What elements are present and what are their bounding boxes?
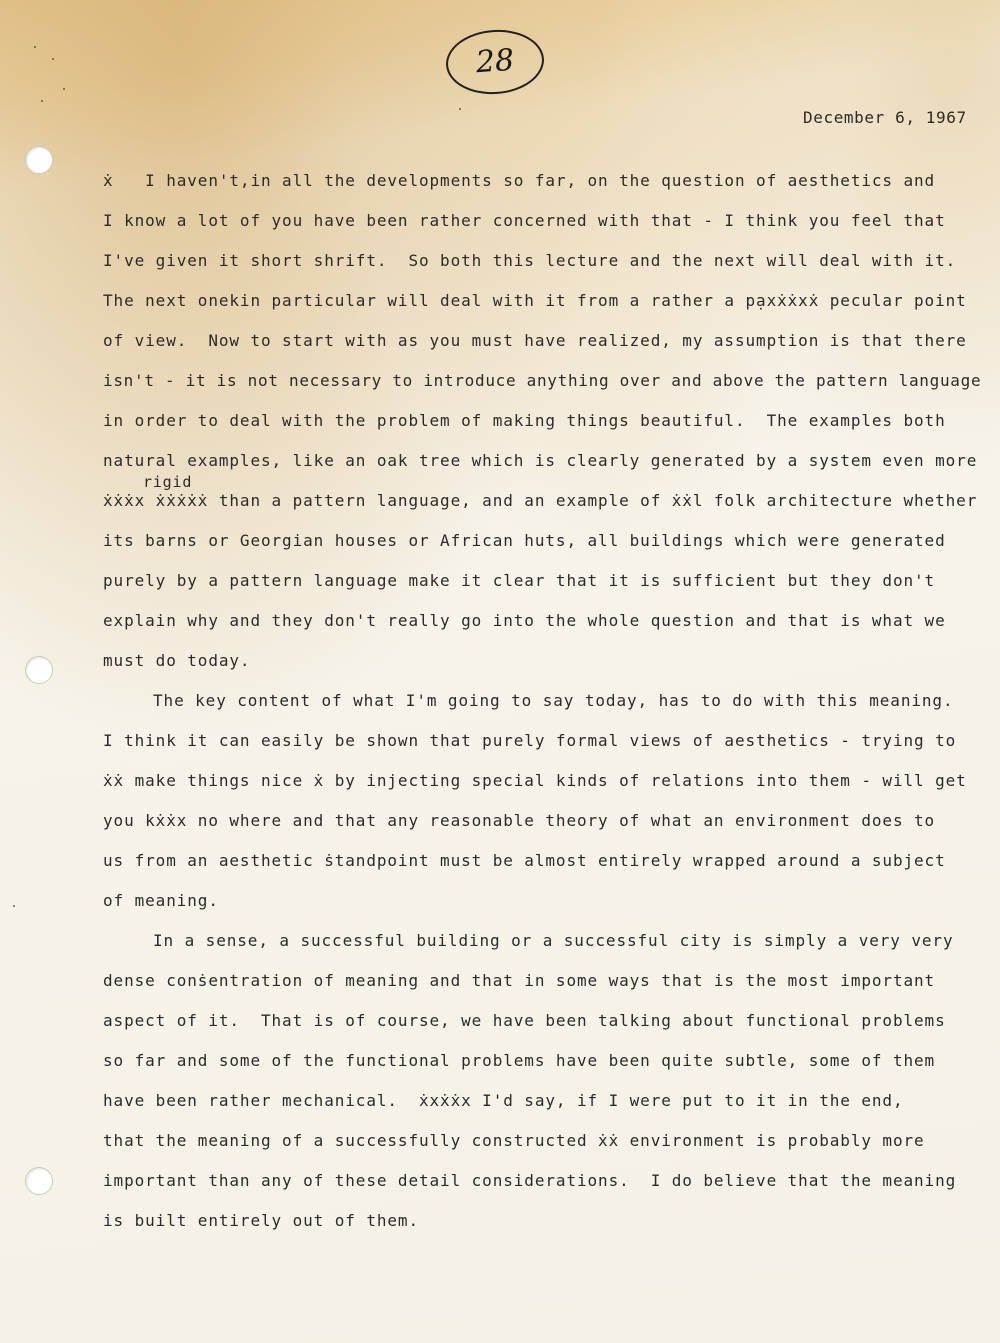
text-line: of view. Now to start with as you must have realized, my assumption is that there: [103, 331, 967, 350]
punch-hole-top: [25, 146, 53, 174]
text-line: purely by a pattern language make it clear that it is sufficient but they don't: [103, 571, 936, 590]
text-line: you kẋẋx no where and that any reasonable theory of what an environment does to: [103, 811, 936, 830]
text-line: ẋẋẋx ẋẋẋẋẋ than a pattern language, and an example of ẋẋl folk architecture whether: [103, 491, 978, 510]
text-line: ẋẋ make things nice ẋ by injecting special kinds of relations into them - will get: [103, 771, 967, 790]
text-line: have been rather mechanical. ẋxẋẋx I'd say, if I were put to it in the end,: [103, 1091, 904, 1110]
paper-speck: [52, 58, 54, 60]
text-line: I think it can easily be shown that purely formal views of aesthetics - trying to: [103, 731, 957, 750]
text-line: dense conṡentration of meaning and that in some ways that is the most important: [103, 971, 936, 990]
text-line: us from an aesthetic ṡtandpoint must be almost entirely wrapped around a subject: [103, 851, 946, 870]
text-line: is built entirely out of them.: [103, 1211, 419, 1230]
text-line: must do today.: [103, 651, 251, 670]
text-line: In a sense, a successful building or a successful city is simply a very very: [153, 931, 954, 950]
interlinear-insert: rigid: [143, 473, 193, 491]
text-line: isn't - it is not necessary to introduce anything over and above the pattern language: [103, 371, 982, 390]
text-line: I've given it short shrift. So both this lecture and the next will deal with it.: [103, 251, 957, 270]
text-line: aspect of it. That is of course, we have been talking about functional problems: [103, 1011, 946, 1030]
text-line: in order to deal with the problem of making things beautiful. The examples both: [103, 411, 946, 430]
paper-speck: [41, 100, 43, 102]
paper-speck: [63, 88, 65, 90]
text-line: so far and some of the functional problems have been quite subtle, some of them: [103, 1051, 936, 1070]
paper-speck: [459, 108, 461, 110]
text-line: of meaning.: [103, 891, 219, 910]
punch-hole-middle: [25, 656, 53, 684]
page-number-circled: 28: [444, 27, 546, 98]
paper-speck: [34, 46, 36, 48]
text-line: natural examples, like an oak tree which is clearly generated by a system even more: [103, 451, 978, 470]
punch-hole-bottom: [25, 1167, 53, 1195]
text-line: important than any of these detail considerations. I do believe that the meaning: [103, 1171, 957, 1190]
text-line: explain why and they don't really go into the whole question and that is what we: [103, 611, 946, 630]
text-line: ẋ I haven't,in all the developments so far, on the question of aesthetics and: [103, 171, 936, 190]
document-date: December 6, 1967: [803, 108, 967, 127]
paper-speck: [13, 905, 15, 907]
text-line: that the meaning of a successfully constructed ẋẋ environment is probably more: [103, 1131, 925, 1150]
text-line: The key content of what I'm going to say today, has to do with this meaning.: [153, 691, 954, 710]
text-line: I know a lot of you have been rather concerned with that - I think you feel that: [103, 211, 946, 230]
text-line: its barns or Georgian houses or African huts, all buildings which were generated: [103, 531, 946, 550]
text-line: The next onekin particular will deal with it from a rather a pạxẋẋxẋ pecular point: [103, 291, 967, 310]
